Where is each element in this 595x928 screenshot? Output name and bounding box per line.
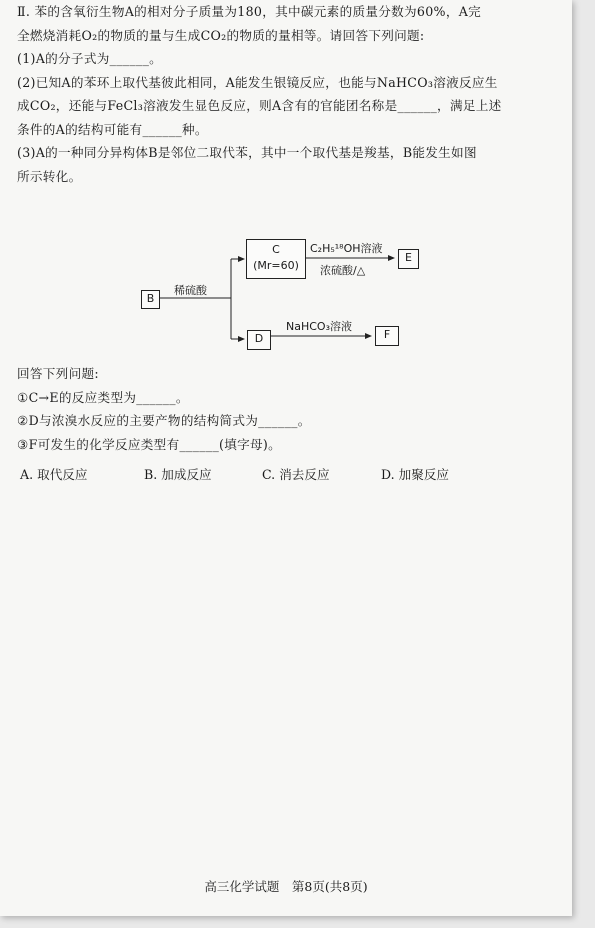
- edge-label-nahco3: NaHCO₃溶液: [286, 320, 352, 333]
- question-2-line-3: 条件的A的结构可能有______种。: [17, 121, 208, 137]
- option-d: D. 加聚反应: [381, 467, 450, 482]
- node-c: [246, 239, 306, 279]
- node-b: B: [141, 290, 160, 309]
- node-d: D: [247, 330, 271, 350]
- question-2-line-1: (2)已知A的苯环上取代基彼此相同，A能发生银镜反应，也能与NaHCO₃溶液反应生: [17, 74, 498, 90]
- sub-questions: [17, 362, 547, 456]
- edge-label-ethanol: C₂H₅¹⁸OH溶液: [310, 242, 383, 255]
- node-c-name: C: [272, 243, 280, 256]
- question-3-line-1: (3)A的一种同分异构体B是邻位二取代苯，其中一个取代基是羧基，B能发生如图: [17, 145, 477, 160]
- diagram-arrows: [0, 0, 572, 360]
- node-c-mass: (Mr=60): [253, 259, 299, 272]
- page-footer: 高三化学试题 第8页(共8页): [204, 879, 368, 894]
- intro-line-2: 全燃烧消耗O₂的物质的量与生成CO₂的物质的量相等。请回答下列问题:: [17, 27, 425, 43]
- question-2-line-2: 成CO₂，还能与FeCl₃溶液发生显色反应，则A含有的官能团名称是______，满足上述: [17, 98, 502, 113]
- edge-label-conc-acid: 浓硫酸/△: [320, 264, 366, 277]
- sub-question-1: ①C→E的反应类型为______。: [17, 389, 189, 405]
- edge-label-dilute-acid: 稀硫酸: [174, 284, 207, 297]
- sub-question-2: ②D与浓溴水反应的主要产物的结构简式为______。: [17, 413, 311, 428]
- option-a: A. 取代反应: [20, 467, 88, 482]
- sub-question-3: ③F可发生的化学反应类型有______(填字母)。: [17, 436, 282, 452]
- node-e: E: [398, 249, 419, 269]
- option-c: C. 消去反应: [262, 467, 330, 482]
- node-f: F: [375, 326, 399, 346]
- question-3-line-2: 所示转化。: [17, 168, 82, 184]
- option-b: B. 加成反应: [144, 467, 212, 482]
- question-1: (1)A的分子式为______。: [17, 51, 163, 66]
- intro-line-1: Ⅱ. 苯的含氧衍生物A的相对分子质量为180，其中碳元素的质量分数为60%，A完: [17, 4, 482, 19]
- sub-questions-header: 回答下列问题:: [17, 366, 99, 381]
